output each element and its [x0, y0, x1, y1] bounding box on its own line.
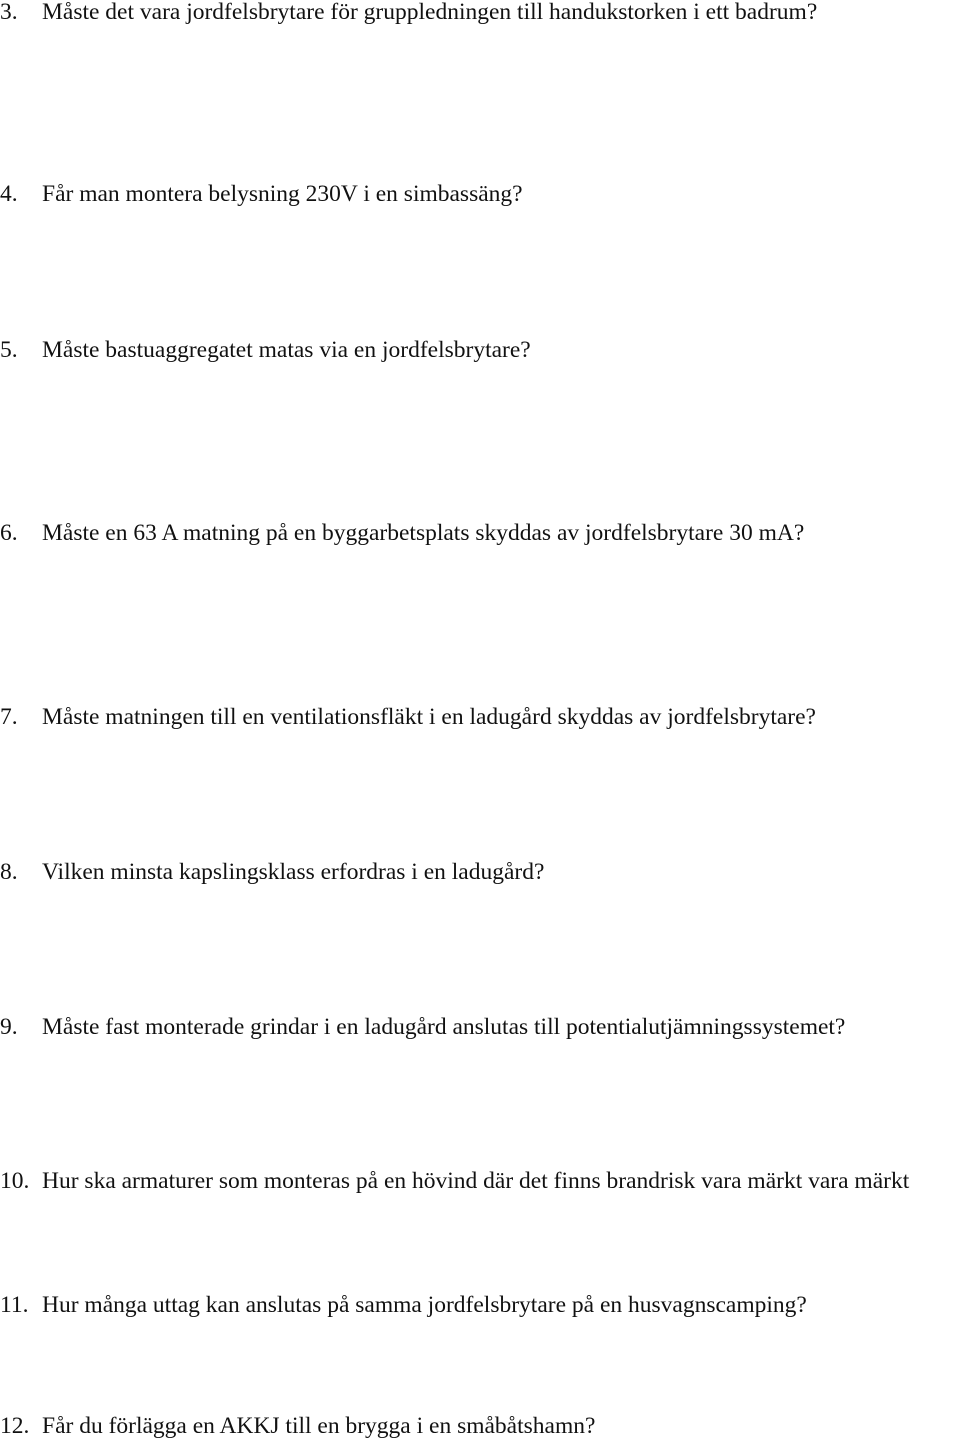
- question-number: 7.: [0, 704, 18, 730]
- question-text: Måste fast monterade grindar i en ladugård anslutas till potentialutjämningssystemet?: [42, 1014, 846, 1040]
- question-number: 6.: [0, 520, 18, 546]
- question-number: 10.: [0, 1168, 30, 1194]
- question-4: [0, 179, 960, 209]
- question-number: 11.: [0, 1292, 29, 1318]
- question-text: Måste en 63 A matning på en byggarbetsplats skyddas av jordfelsbrytare 30 mA?: [42, 520, 805, 546]
- question-number: 8.: [0, 859, 18, 885]
- question-number: 5.: [0, 337, 18, 363]
- question-text: Hur många uttag kan anslutas på samma jordfelsbrytare på en husvagnscamping?: [42, 1292, 807, 1318]
- question-6: [0, 518, 960, 548]
- question-11: [0, 1290, 960, 1320]
- question-3: [0, 0, 960, 27]
- question-number: 9.: [0, 1014, 18, 1040]
- question-12: [0, 1411, 960, 1441]
- question-text: Måste matningen till en ventilationsfläkt i en ladugård skyddas av jordfelsbrytare?: [42, 704, 816, 730]
- question-text: Måste bastuaggregatet matas via en jordfelsbrytare?: [42, 337, 531, 363]
- question-text: Måste det vara jordfelsbrytare för gruppledningen till handukstorken i ett badrum?: [42, 0, 818, 25]
- question-text: Hur ska armaturer som monteras på en hövind där det finns brandrisk vara märkt vara märkt: [42, 1168, 910, 1194]
- question-5: [0, 335, 960, 365]
- question-text: Får man montera belysning 230V i en simbassäng?: [42, 181, 523, 207]
- question-10: [0, 1166, 960, 1196]
- question-number: 4.: [0, 181, 18, 207]
- question-9: [0, 1012, 960, 1042]
- question-8: [0, 857, 960, 887]
- question-number: 3.: [0, 0, 18, 25]
- question-number: 12.: [0, 1413, 30, 1439]
- question-text: Vilken minsta kapslingsklass erfordras i en ladugård?: [42, 859, 545, 885]
- question-text: Får du förlägga en AKKJ till en brygga i en småbåtshamn?: [42, 1413, 596, 1439]
- question-7: [0, 702, 960, 732]
